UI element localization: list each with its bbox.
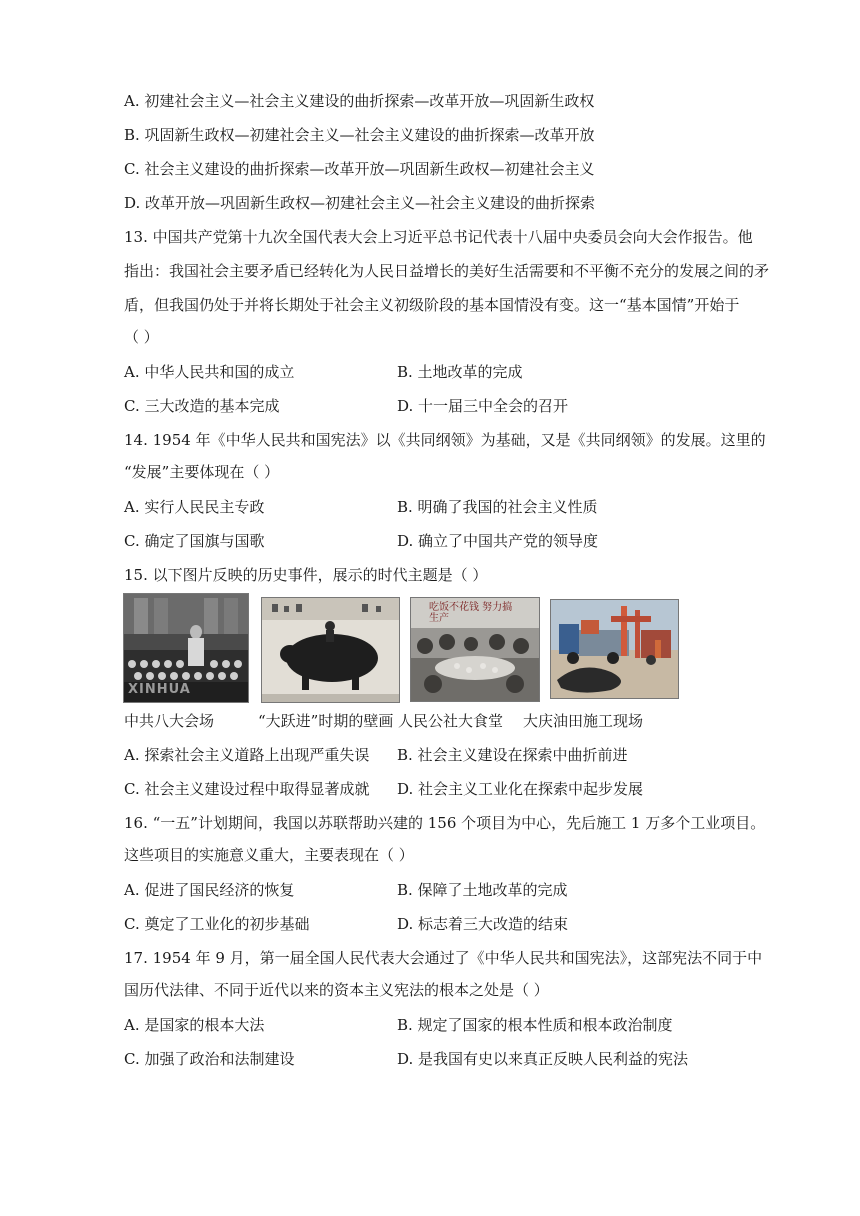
q12-option-c: C. 社会主义建设的曲折探索—改革开放—巩固新生政权—初建社会主义 — [124, 160, 595, 178]
q14-stem-line-1: 14. 1954 年《中华人民共和国宪法》以《共同纲领》为基础，又是《共同纲领》的发展。这里的 — [124, 431, 766, 449]
q17-stem-line-2: 国历代法律、不同于近代以来的资本主义宪法的根本之处是（ ） — [124, 981, 549, 999]
q15-option-c: C. 社会主义建设过程中取得显著成就 — [124, 780, 370, 798]
q16-option-d: D. 标志着三大改造的结束 — [397, 915, 569, 933]
q12-option-b: B. 巩固新生政权—初建社会主义—社会主义建设的曲折探索—改革开放 — [124, 126, 595, 144]
caption-eighth-congress: 中共八大会场 — [124, 712, 215, 730]
q16-option-b: B. 保障了土地改革的完成 — [397, 881, 568, 899]
q12-option-a: A. 初建社会主义—社会主义建设的曲折探索—改革开放—巩固新生政权 — [124, 92, 595, 110]
q17-option-a: A. 是国家的根本大法 — [124, 1016, 265, 1034]
q15-option-d: D. 社会主义工业化在探索中起步发展 — [397, 780, 644, 798]
photo-daqing-oilfield-art — [551, 600, 678, 698]
q17-option-d: D. 是我国有史以来真正反映人民利益的宪法 — [397, 1050, 689, 1068]
q13-stem-line-3: 盾，但我国仍处于并将长期处于社会主义初级阶段的基本国情没有变。这一“基本国情”开始于 — [124, 296, 740, 314]
q13-option-a: A. 中华人民共和国的成立 — [124, 363, 295, 381]
q13-option-c: C. 三大改造的基本完成 — [124, 397, 280, 415]
q15-option-b: B. 社会主义建设在探索中曲折前进 — [397, 746, 628, 764]
q14-option-a: A. 实行人民民主专政 — [124, 498, 265, 516]
caption-commune-canteen: 人民公社大食堂 — [398, 712, 504, 730]
q13-stem-line-4: （ ） — [124, 328, 159, 346]
q12-option-d: D. 改革开放—巩固新生政权—初建社会主义—社会主义建设的曲折探索 — [124, 194, 596, 212]
q13-option-b: B. 土地改革的完成 — [397, 363, 523, 381]
q17-option-b: B. 规定了国家的根本性质和根本政治制度 — [397, 1016, 673, 1034]
q15-stem: 15. 以下图片反映的历史事件，展示的时代主题是（ ） — [124, 566, 488, 584]
photo-watermark: XINHUA — [128, 682, 191, 697]
q14-option-d: D. 确立了中国共产党的领导度 — [397, 532, 599, 550]
q16-option-a: A. 促进了国民经济的恢复 — [124, 881, 295, 899]
caption-daqing-oilfield: 大庆油田施工现场 — [523, 712, 644, 730]
photo-eighth-congress — [123, 593, 249, 703]
q13-stem-line-2: 指出：我国社会主要矛盾已经转化为人民日益增长的美好生活需要和不平衡不充分的发展之间的矛 — [124, 262, 770, 280]
q13-option-d: D. 十一届三中全会的召开 — [397, 397, 569, 415]
q15-option-a: A. 探索社会主义道路上出现严重失误 — [124, 746, 370, 764]
q17-stem-line-1: 17. 1954 年 9 月，第一届全国人民代表大会通过了《中华人民共和国宪法》，这部宪法不同于中 — [124, 949, 763, 967]
q14-stem-line-2: “发展”主要体现在（ ） — [124, 463, 280, 481]
q13-stem-line-1: 13. 中国共产党第十九次全国代表大会上习近平总书记代表十八届中央委员会向大会作报告。他 — [124, 228, 753, 246]
photo-great-leap-mural-art — [262, 598, 399, 702]
q16-stem-line-2: 这些项目的实施意义重大，主要表现在（ ） — [124, 846, 414, 864]
q16-option-c: C. 奠定了工业化的初步基础 — [124, 915, 310, 933]
photo-canteen-sign: 吃饭不花钱 努力搞生产 — [429, 602, 513, 624]
photo-daqing-oilfield — [550, 599, 679, 699]
q14-option-b: B. 明确了我国的社会主义性质 — [397, 498, 598, 516]
caption-great-leap-mural: “大跃进”时期的壁画 — [258, 712, 394, 730]
photo-commune-canteen — [410, 597, 540, 702]
q17-option-c: C. 加强了政治和法制建设 — [124, 1050, 295, 1068]
q14-option-c: C. 确定了国旗与国歌 — [124, 532, 265, 550]
photo-great-leap-mural — [261, 597, 400, 703]
q16-stem-line-1: 16. “一五”计划期间，我国以苏联帮助兴建的 156 个项目为中心，先后施工 1 万多个工业项目。 — [124, 814, 766, 832]
